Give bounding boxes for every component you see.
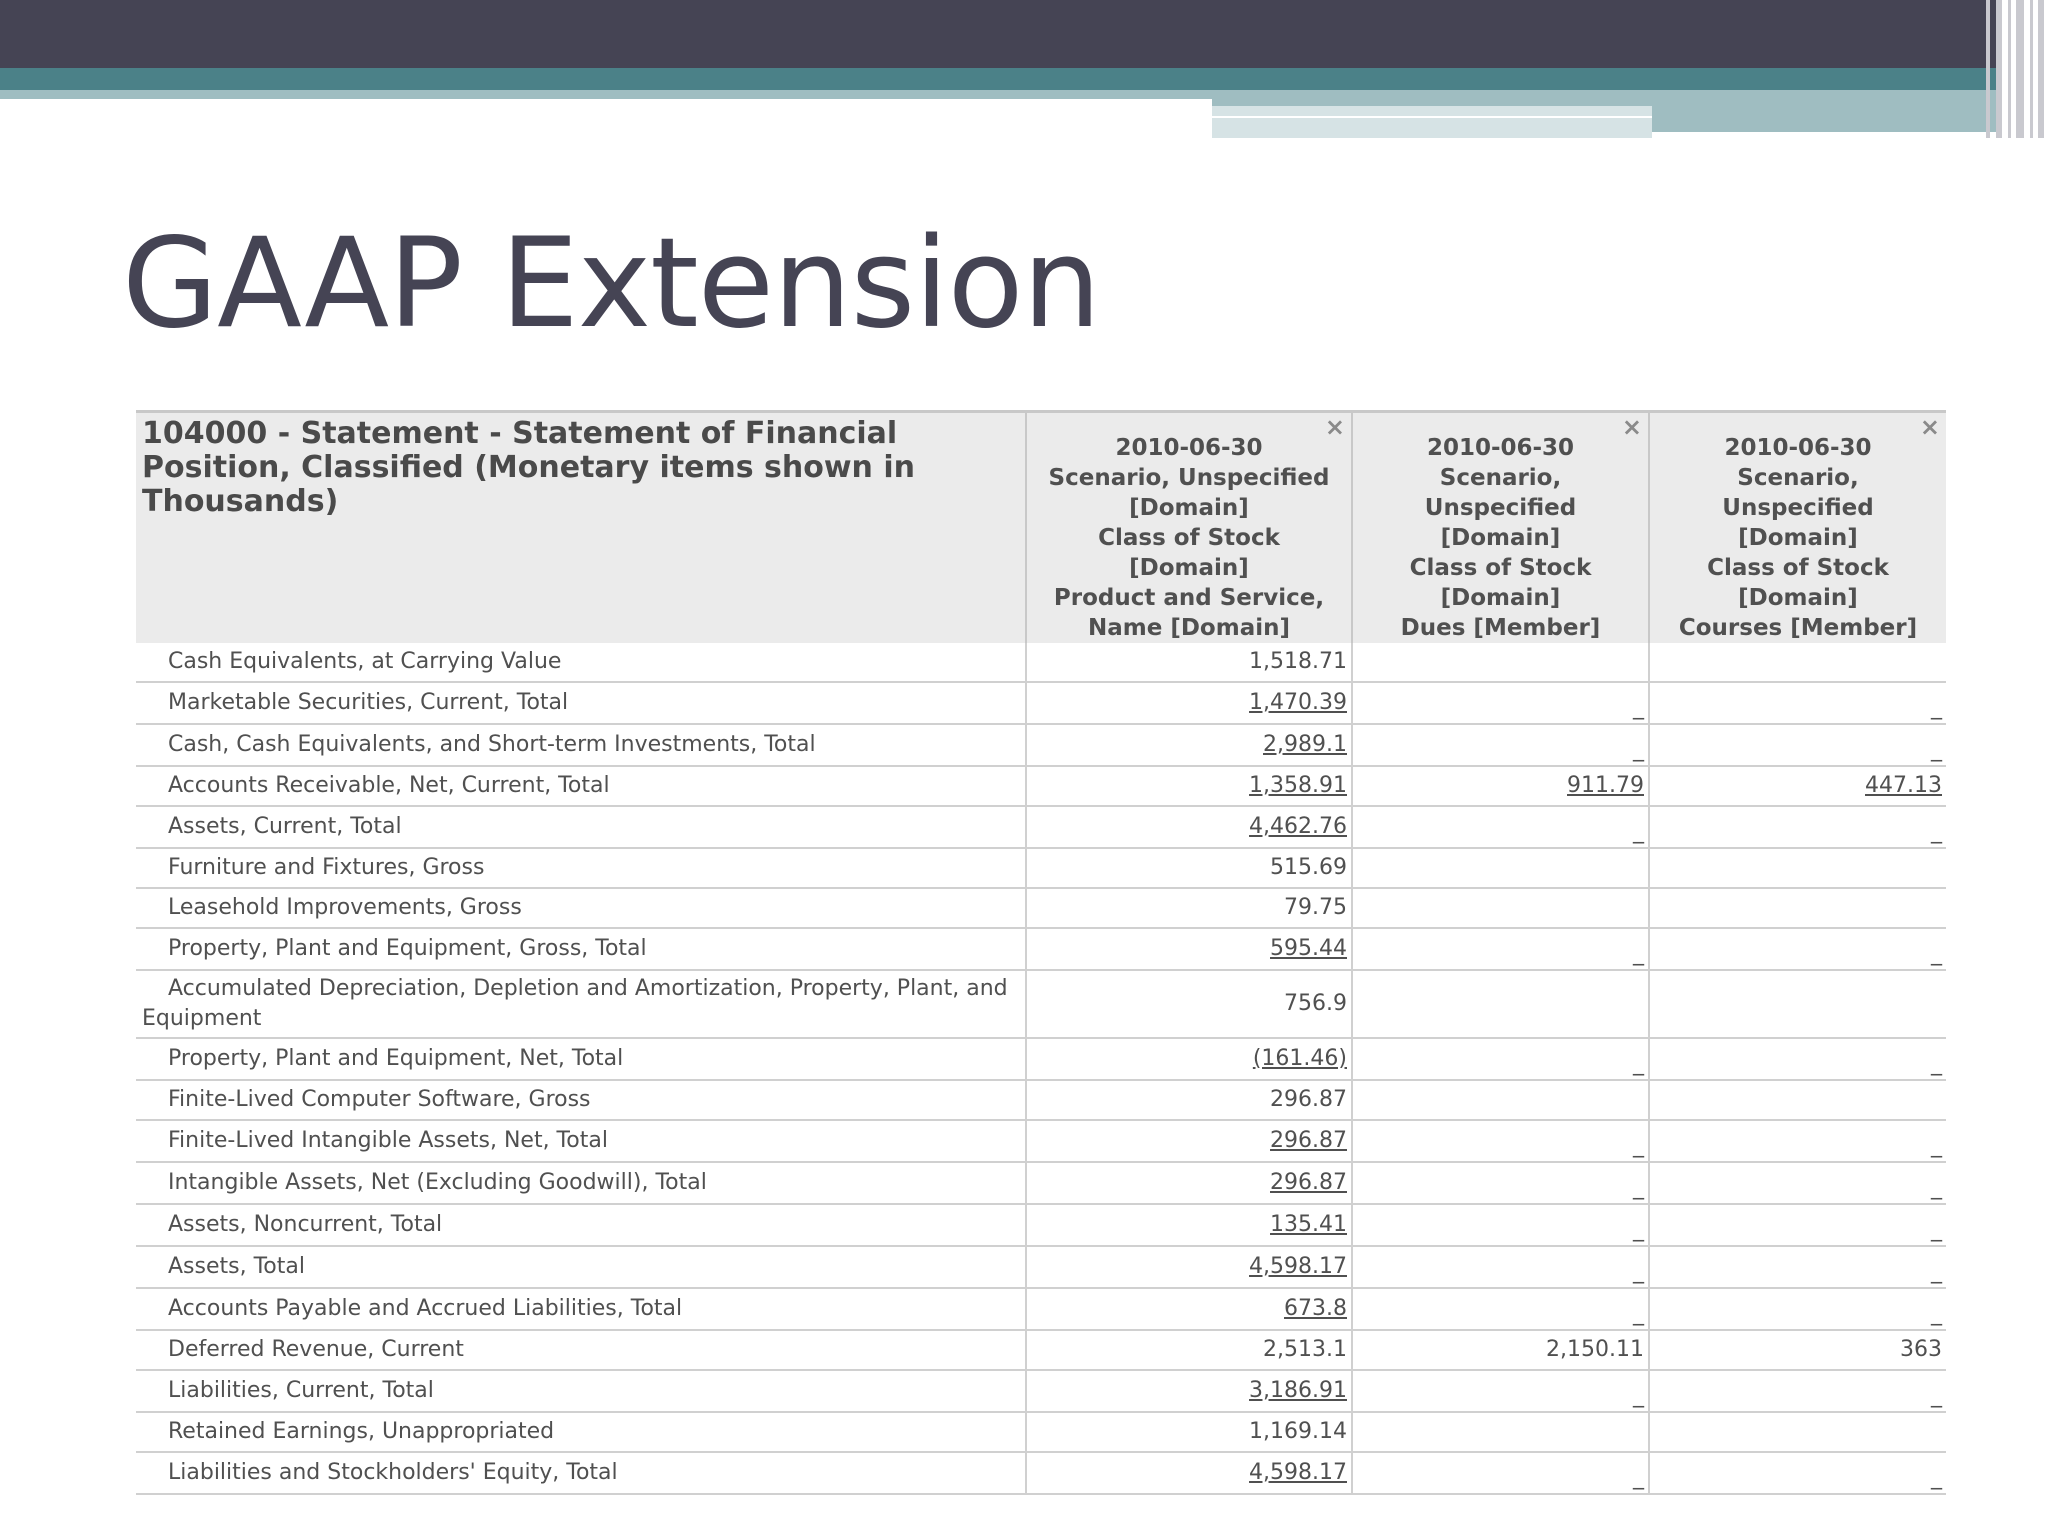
column-header-label bbox=[1650, 413, 1946, 643]
nil-marker: _ bbox=[1931, 1217, 1942, 1242]
row-label: Liabilities, Current, Total bbox=[136, 1370, 1026, 1412]
value-cell bbox=[1649, 1412, 1946, 1452]
value-text: 296.87 bbox=[1270, 1128, 1347, 1153]
row-label: Assets, Current, Total bbox=[136, 806, 1026, 848]
value-cell bbox=[1649, 1246, 1946, 1288]
row-label: Finite-Lived Intangible Assets, Net, Total bbox=[136, 1120, 1026, 1162]
row-label: Leasehold Improvements, Gross bbox=[136, 888, 1026, 928]
column-header-line: 2010-06-30 bbox=[1426, 435, 1575, 461]
nil-marker: _ bbox=[1931, 1175, 1942, 1200]
table-row bbox=[136, 928, 1946, 970]
value-text: 4,598.17 bbox=[1249, 1254, 1347, 1279]
row-label: Accumulated Depreciation, Depletion and Amortization, Property, Plant, and Equipment bbox=[136, 970, 1026, 1038]
value-cell bbox=[1649, 1288, 1946, 1330]
column-header-line: Unspecified bbox=[1424, 495, 1577, 521]
value-cell bbox=[1352, 766, 1649, 806]
close-column-icon[interactable]: × bbox=[1919, 413, 1940, 441]
nil-marker: _ bbox=[1931, 1465, 1942, 1490]
nil-marker: _ bbox=[1633, 737, 1644, 762]
value-text: 363 bbox=[1900, 1337, 1942, 1362]
table-row bbox=[136, 848, 1946, 888]
table-row bbox=[136, 766, 1946, 806]
header-band-accent bbox=[1652, 106, 2000, 132]
nil-marker: _ bbox=[1931, 1259, 1942, 1284]
row-label: Property, Plant and Equipment, Net, Total bbox=[136, 1038, 1026, 1080]
nil-marker: _ bbox=[1633, 1259, 1644, 1284]
value-cell bbox=[1352, 1204, 1649, 1246]
column-header-line: [Domain] bbox=[1440, 585, 1561, 611]
column-header-line: Class of Stock bbox=[1409, 555, 1592, 581]
value-cell bbox=[1026, 1412, 1352, 1452]
column-header-line: Class of Stock bbox=[1098, 525, 1280, 551]
nil-marker: _ bbox=[1931, 819, 1942, 844]
value-cell bbox=[1352, 1288, 1649, 1330]
table-row bbox=[136, 1370, 1946, 1412]
table-row bbox=[136, 1288, 1946, 1330]
value-cell bbox=[1352, 1038, 1649, 1080]
column-header-line: Courses [Member] bbox=[1678, 615, 1918, 641]
value-cell bbox=[1026, 1330, 1352, 1370]
value-cell bbox=[1026, 1204, 1352, 1246]
row-label: Accounts Receivable, Net, Current, Total bbox=[136, 766, 1026, 806]
value-cell bbox=[1649, 888, 1946, 928]
value-cell bbox=[1026, 682, 1352, 724]
header-band-teal bbox=[0, 68, 2000, 90]
row-label: Intangible Assets, Net (Excluding Goodwill), Total bbox=[136, 1162, 1026, 1204]
value-cell bbox=[1026, 1288, 1352, 1330]
header-stripes bbox=[1984, 0, 2048, 138]
value-cell bbox=[1352, 1162, 1649, 1204]
value-cell bbox=[1649, 724, 1946, 766]
value-text: 673.8 bbox=[1284, 1296, 1347, 1321]
table-row bbox=[136, 1452, 1946, 1494]
nil-marker: _ bbox=[1931, 941, 1942, 966]
nil-marker: _ bbox=[1931, 695, 1942, 720]
table-row bbox=[136, 970, 1946, 1038]
row-label: Retained Earnings, Unappropriated bbox=[136, 1412, 1026, 1452]
value-cell bbox=[1026, 1246, 1352, 1288]
row-label: Finite-Lived Computer Software, Gross bbox=[136, 1080, 1026, 1120]
value-cell bbox=[1352, 1120, 1649, 1162]
value-cell bbox=[1352, 1452, 1649, 1494]
column-header bbox=[1026, 412, 1352, 644]
row-label: Accounts Payable and Accrued Liabilities, Total bbox=[136, 1288, 1026, 1330]
column-header-line: Name [Domain] bbox=[1087, 615, 1290, 641]
table-row bbox=[136, 1038, 1946, 1080]
value-cell bbox=[1352, 724, 1649, 766]
table-row bbox=[136, 682, 1946, 724]
value-cell bbox=[1649, 682, 1946, 724]
column-header-line: Class of Stock bbox=[1707, 555, 1889, 581]
nil-marker: _ bbox=[1931, 1051, 1942, 1076]
value-text: 2,989.1 bbox=[1263, 732, 1347, 757]
column-header-label bbox=[1027, 413, 1351, 643]
value-text: 447.13 bbox=[1865, 773, 1942, 798]
financial-statement-table bbox=[136, 410, 1946, 1495]
value-text: 3,186.91 bbox=[1249, 1378, 1347, 1403]
row-label: Marketable Securities, Current, Total bbox=[136, 682, 1026, 724]
value-cell bbox=[1649, 1162, 1946, 1204]
value-cell bbox=[1026, 643, 1352, 682]
nil-marker: _ bbox=[1931, 1301, 1942, 1326]
value-cell bbox=[1352, 888, 1649, 928]
value-cell bbox=[1649, 643, 1946, 682]
value-cell bbox=[1649, 1330, 1946, 1370]
value-cell bbox=[1026, 1120, 1352, 1162]
header-band-dark bbox=[0, 0, 2000, 68]
nil-marker: _ bbox=[1633, 695, 1644, 720]
column-header-line: 2010-06-30 bbox=[1115, 435, 1263, 461]
value-cell bbox=[1649, 848, 1946, 888]
value-text: 1,358.91 bbox=[1249, 773, 1347, 798]
value-text: 911.79 bbox=[1567, 773, 1644, 798]
nil-marker: _ bbox=[1633, 1175, 1644, 1200]
value-cell bbox=[1352, 643, 1649, 682]
value-text: 135.41 bbox=[1270, 1212, 1347, 1237]
value-cell bbox=[1352, 682, 1649, 724]
value-cell bbox=[1352, 1370, 1649, 1412]
close-column-icon[interactable]: × bbox=[1621, 413, 1642, 441]
value-text: 4,462.76 bbox=[1249, 814, 1347, 839]
value-cell bbox=[1026, 1080, 1352, 1120]
column-header-line: Unspecified bbox=[1722, 495, 1874, 521]
column-header-label bbox=[1353, 413, 1648, 643]
table-row bbox=[136, 643, 1946, 682]
table-row bbox=[136, 1412, 1946, 1452]
value-cell bbox=[1649, 1080, 1946, 1120]
value-cell bbox=[1352, 1080, 1649, 1120]
column-header-line: [Domain] bbox=[1738, 585, 1858, 611]
value-text: 1,470.39 bbox=[1249, 690, 1347, 715]
value-text: 296.87 bbox=[1270, 1170, 1347, 1195]
value-cell bbox=[1026, 928, 1352, 970]
table-row bbox=[136, 888, 1946, 928]
close-column-icon[interactable]: × bbox=[1324, 413, 1345, 441]
value-cell bbox=[1026, 1452, 1352, 1494]
value-text: 2,513.1 bbox=[1263, 1337, 1347, 1362]
header-band-accent bbox=[1212, 118, 1652, 138]
table-header-row bbox=[136, 412, 1946, 644]
value-text: 2,150.11 bbox=[1546, 1337, 1644, 1362]
value-cell bbox=[1026, 848, 1352, 888]
row-label: Property, Plant and Equipment, Gross, Total bbox=[136, 928, 1026, 970]
value-cell bbox=[1649, 1370, 1946, 1412]
value-cell bbox=[1649, 1038, 1946, 1080]
column-header-line: Scenario, Unspecified bbox=[1048, 465, 1330, 491]
value-text: 595.44 bbox=[1270, 936, 1347, 961]
nil-marker: _ bbox=[1633, 1217, 1644, 1242]
report-title: 104000 - Statement - Statement of Financial Position, Classified (Monetary items shown in Thousands) bbox=[142, 416, 915, 519]
value-cell bbox=[1649, 1204, 1946, 1246]
value-cell bbox=[1649, 806, 1946, 848]
value-cell bbox=[1026, 970, 1352, 1038]
table-row bbox=[136, 1162, 1946, 1204]
nil-marker: _ bbox=[1931, 1133, 1942, 1158]
column-header-line: Product and Service, bbox=[1053, 585, 1325, 611]
value-cell bbox=[1352, 1330, 1649, 1370]
value-cell bbox=[1352, 848, 1649, 888]
value-cell bbox=[1026, 1162, 1352, 1204]
nil-marker: _ bbox=[1633, 1301, 1644, 1326]
report-title-cell bbox=[136, 412, 1026, 644]
column-header-line: Scenario, bbox=[1737, 465, 1859, 491]
value-cell bbox=[1026, 766, 1352, 806]
nil-marker: _ bbox=[1633, 1383, 1644, 1408]
column-header bbox=[1352, 412, 1649, 644]
header-band-light bbox=[0, 90, 1212, 99]
value-cell bbox=[1352, 1412, 1649, 1452]
value-cell bbox=[1026, 1038, 1352, 1080]
value-text: 515.69 bbox=[1270, 855, 1347, 880]
value-cell bbox=[1026, 888, 1352, 928]
value-text: 296.87 bbox=[1270, 1087, 1347, 1112]
nil-marker: _ bbox=[1633, 1465, 1644, 1490]
header-band-accent bbox=[1212, 90, 2000, 106]
value-cell bbox=[1352, 928, 1649, 970]
nil-marker: _ bbox=[1633, 819, 1644, 844]
value-text: 79.75 bbox=[1284, 895, 1347, 920]
value-text: 756.9 bbox=[1284, 991, 1347, 1016]
nil-marker: _ bbox=[1633, 1051, 1644, 1076]
value-cell bbox=[1352, 806, 1649, 848]
value-cell bbox=[1649, 970, 1946, 1038]
table-row bbox=[136, 724, 1946, 766]
table-row bbox=[136, 1080, 1946, 1120]
row-label: Assets, Noncurrent, Total bbox=[136, 1204, 1026, 1246]
value-cell bbox=[1649, 766, 1946, 806]
table-row bbox=[136, 1120, 1946, 1162]
value-text: 1,518.71 bbox=[1249, 649, 1347, 674]
value-text: 1,169.14 bbox=[1249, 1419, 1347, 1444]
table-row bbox=[136, 1246, 1946, 1288]
value-cell bbox=[1026, 724, 1352, 766]
column-header-line: 2010-06-30 bbox=[1724, 435, 1872, 461]
value-cell bbox=[1352, 1246, 1649, 1288]
value-cell bbox=[1649, 1120, 1946, 1162]
table-row bbox=[136, 1330, 1946, 1370]
row-label: Deferred Revenue, Current bbox=[136, 1330, 1026, 1370]
value-cell bbox=[1352, 970, 1649, 1038]
column-header-line: Dues [Member] bbox=[1400, 615, 1601, 641]
value-text: (161.46) bbox=[1252, 1046, 1347, 1071]
row-label: Cash Equivalents, at Carrying Value bbox=[136, 643, 1026, 682]
column-header-line: [Domain] bbox=[1738, 525, 1858, 551]
column-header bbox=[1649, 412, 1946, 644]
table-row bbox=[136, 806, 1946, 848]
value-cell bbox=[1649, 1452, 1946, 1494]
nil-marker: _ bbox=[1931, 1383, 1942, 1408]
row-label: Furniture and Fixtures, Gross bbox=[136, 848, 1026, 888]
nil-marker: _ bbox=[1633, 941, 1644, 966]
nil-marker: _ bbox=[1931, 737, 1942, 762]
row-label: Liabilities and Stockholders' Equity, Total bbox=[136, 1452, 1026, 1494]
column-header-line: [Domain] bbox=[1129, 495, 1249, 521]
value-text: 4,598.17 bbox=[1249, 1460, 1347, 1485]
value-cell bbox=[1649, 928, 1946, 970]
nil-marker: _ bbox=[1633, 1133, 1644, 1158]
column-header-line: [Domain] bbox=[1129, 555, 1249, 581]
value-cell bbox=[1026, 806, 1352, 848]
column-header-line: Scenario, bbox=[1439, 465, 1562, 491]
table-row bbox=[136, 1204, 1946, 1246]
row-label: Cash, Cash Equivalents, and Short-term Investments, Total bbox=[136, 724, 1026, 766]
column-header-line: [Domain] bbox=[1440, 525, 1561, 551]
value-cell bbox=[1026, 1370, 1352, 1412]
slide-title: GAAP Extension bbox=[122, 212, 1101, 356]
row-label: Assets, Total bbox=[136, 1246, 1026, 1288]
